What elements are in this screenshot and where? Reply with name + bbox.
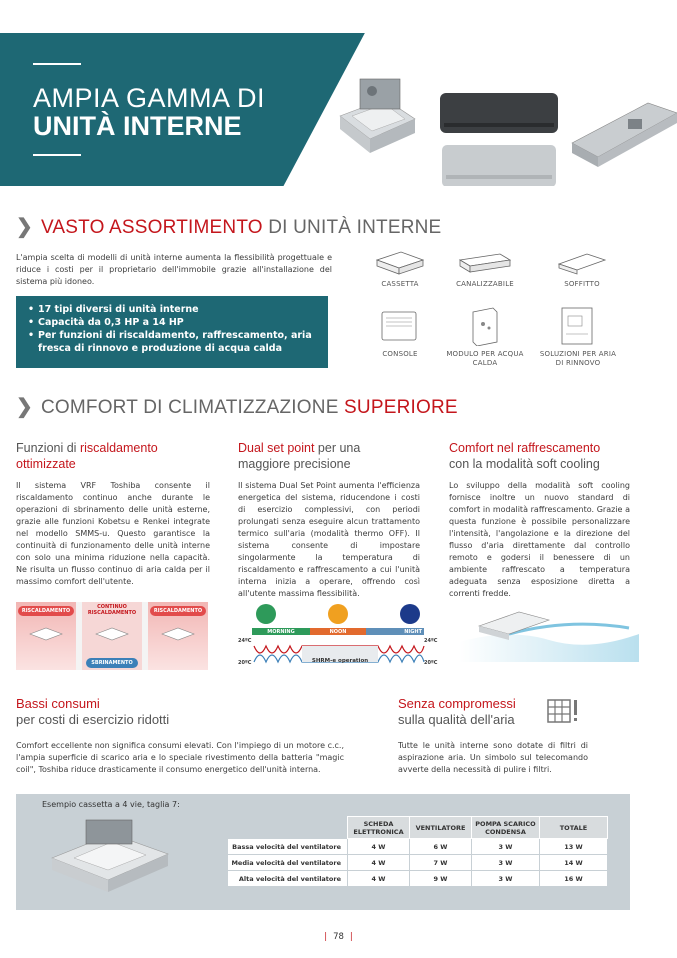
fig-label: SBRINAMENTO bbox=[91, 660, 133, 666]
soft-cooling-figure bbox=[449, 598, 649, 662]
bullet-item: • Per funzioni di riscaldamento, raffrescamento, aria fresca di rinnovo e produzione di acqua calda bbox=[28, 329, 318, 355]
table-cell: 4 W bbox=[348, 855, 410, 871]
table-cell: 16 W bbox=[540, 871, 608, 887]
table-row bbox=[228, 839, 608, 855]
table-header: POMPA SCARICO CONDENSA bbox=[472, 817, 540, 839]
hero-title-line1: AMPIA GAMMA DI bbox=[33, 83, 266, 113]
table-corner bbox=[228, 817, 348, 839]
table-header: TOTALE bbox=[540, 817, 608, 839]
heating-title bbox=[16, 440, 216, 472]
assortment-intro: L'ampia scelta di modelli di unità interne aumenta la flessibilità progettuale e riduce i costi per il proprietario dell'immobile grazie all'installazione del sistema più idoneo. bbox=[16, 253, 332, 286]
title-text: Funzioni di bbox=[16, 441, 80, 455]
table-caption: Esempio cassetta a 4 vie, taglia 7: bbox=[42, 800, 180, 809]
table-cell: 4 W bbox=[348, 871, 410, 887]
chevron-right-icon: ❯ bbox=[16, 396, 33, 418]
hot-water-module-icon bbox=[463, 306, 507, 346]
fig-label: CONTINUO bbox=[97, 604, 127, 610]
bullet-item: • Capacità da 0,3 HP a 14 HP bbox=[28, 316, 318, 329]
title-highlight: riscaldamento bbox=[79, 441, 158, 455]
bullet-item: • 17 tipi diversi di unità interne bbox=[28, 303, 318, 316]
title-highlight: Dual set point bbox=[238, 441, 315, 455]
cassette-unit-icon bbox=[373, 248, 427, 276]
fig-label-center bbox=[82, 604, 142, 616]
title-highlight: Comfort nel raffrescamento bbox=[449, 441, 601, 455]
dual-setpoint-text: Il sistema Dual Set Point aumenta l'efficienza energetica del sistema, riducendone i costi di esercizio complessivi, con periodi prolungati senza eseguire alcun trattamento termico sull'aria (modalità thermo OFF). Il sistema consente di impostare singolarmente la temperatura di riscaldamento e raffrescamento a cui l'unità interna inizia a operare, offrendo così all'utente massima flessibilità. bbox=[238, 481, 420, 598]
heading-highlight: VASTO ASSORTIMENTO bbox=[40, 217, 263, 238]
heading-rest: COMFORT DI CLIMATIZZAZIONE bbox=[40, 397, 345, 418]
table-cell: 9 W bbox=[410, 871, 472, 887]
divider: | bbox=[324, 932, 328, 942]
ducted-unit-icon bbox=[456, 248, 514, 276]
row-label: Media velocità del ventilatore bbox=[228, 855, 348, 871]
unit-label: CANALIZZABILE bbox=[456, 280, 514, 288]
fig-label: NOON bbox=[329, 629, 347, 635]
hero-title-line2: UNITÀ INTERNE bbox=[33, 111, 242, 141]
section-heading-assortment bbox=[16, 214, 441, 239]
dual-setpoint-figure bbox=[238, 602, 438, 672]
table-cell: 3 W bbox=[472, 855, 540, 871]
fig-label: 20ºC bbox=[238, 660, 252, 666]
table-row bbox=[228, 855, 608, 871]
low-consumption-title bbox=[16, 696, 276, 728]
table-header: VENTILATORE bbox=[410, 817, 472, 839]
title-highlight: ottimizzate bbox=[16, 457, 76, 471]
hero-rule-bottom bbox=[33, 154, 81, 156]
fig-label: 24ºC bbox=[424, 638, 438, 644]
title-text: maggiore precisione bbox=[238, 457, 351, 471]
table-cell: 3 W bbox=[472, 871, 540, 887]
console-unit-icon bbox=[378, 306, 422, 346]
consumption-table bbox=[227, 816, 608, 887]
heading-rest: DI UNITÀ INTERNE bbox=[262, 217, 442, 238]
table-header: SCHEDA ELETTRONICA bbox=[348, 817, 410, 839]
soft-cooling-title bbox=[449, 440, 659, 472]
unit-type-console bbox=[360, 306, 440, 359]
feature-bullet-box bbox=[16, 296, 328, 368]
cassette-product-image bbox=[330, 71, 420, 166]
unit-type-cassette bbox=[360, 248, 440, 289]
table-cell: 7 W bbox=[410, 855, 472, 871]
ducted-product-image bbox=[568, 93, 677, 173]
unit-label: CASSETTA bbox=[381, 280, 419, 288]
title-text: per costi di esercizio ridotti bbox=[16, 712, 170, 727]
title-text: con la modalità soft cooling bbox=[449, 457, 600, 471]
chevron-right-icon: ❯ bbox=[16, 216, 33, 238]
divider: | bbox=[349, 932, 353, 942]
unit-type-ducted bbox=[445, 248, 525, 289]
title-highlight: Senza compromessi bbox=[398, 696, 516, 711]
table-cell: 13 W bbox=[540, 839, 608, 855]
unit-label: SOFFITTO bbox=[564, 280, 600, 288]
wall-unit-silver-image bbox=[440, 143, 558, 186]
unit-label: MODULO PER ACQUA CALDA bbox=[446, 350, 524, 367]
soft-cooling-text: Lo sviluppo della modalità soft cooling fornisce inoltre un nuovo standard di comfort in modalità raffrescamento. Grazie a questa funzione è possibile personalizzare l'intensità, l'angolazione e la direzione del flusso d'aria direttamente dal controllo remoto e godersi il benessere di un ambiente raffrescato a temperatura adeguata senza esposizione diretta a correnti fredde. bbox=[449, 481, 630, 598]
page-number bbox=[0, 932, 677, 942]
title-text: sulla qualità dell'aria bbox=[398, 712, 515, 727]
low-consumption-text: Comfort eccellente non significa consumi elevati. Con l'impiego di un motore c.c., l'ampia superficie di scarico aria e lo speciale rivestimento della batteria "magic coil", Toshiba riduce drasticamente il consumo energetico dell'unità interna. bbox=[16, 741, 344, 774]
row-label: Alta velocità del ventilatore bbox=[228, 871, 348, 887]
fig-label: MORNING bbox=[267, 629, 295, 635]
hero-rule-top bbox=[33, 63, 81, 65]
fig-label: RISCALDAMENTO bbox=[87, 610, 137, 616]
title-highlight: Bassi consumi bbox=[16, 696, 100, 711]
dual-setpoint-title bbox=[238, 440, 438, 472]
unit-label: CONSOLE bbox=[382, 350, 418, 358]
section-heading-comfort bbox=[16, 394, 458, 419]
fig-label: RISCALDAMENTO bbox=[21, 608, 71, 614]
air-quality-text: Tutte le unità interne sono dotate di filtri di aspirazione aria. Un simbolo sul telecomando avverte della necessità di pulire i filtri. bbox=[398, 741, 588, 774]
unit-type-fresh-air bbox=[538, 306, 618, 368]
continuous-heating-figure bbox=[16, 602, 208, 670]
unit-label: SOLUZIONI PER ARIA DI RINNOVO bbox=[539, 350, 617, 367]
fig-label: 20ºC bbox=[424, 660, 438, 666]
filter-warning-icon bbox=[546, 698, 582, 724]
unit-type-ceiling bbox=[542, 248, 622, 289]
fresh-air-unit-icon bbox=[556, 306, 600, 346]
table-row bbox=[228, 871, 608, 887]
unit-type-hot-water bbox=[445, 306, 525, 368]
title-text: per una bbox=[314, 441, 361, 455]
fig-label: RISCALDAMENTO bbox=[153, 608, 203, 614]
heading-highlight: SUPERIORE bbox=[344, 397, 458, 418]
air-quality-title bbox=[398, 696, 558, 728]
hero-banner bbox=[0, 33, 677, 186]
fig-label: 24ºC bbox=[238, 638, 252, 644]
heating-text: Il sistema VRF Toshiba consente il riscaldamento continuo anche durante le operazioni di sbrinamento delle unità esterne, grazie alle funzioni Kobetsu e Renkei integrate nel modello SMMS-u. Questo garantisce la continuità di funzionamento delle unità interne con solo una minima riduzione nella capacità. Ne risulta un flusso continuo di aria calda per il massimo comfort dell'utente. bbox=[16, 481, 210, 586]
fig-label: SHRM-e operation bbox=[311, 658, 369, 664]
fig-label: NIGHT bbox=[404, 629, 422, 635]
table-cell: 4 W bbox=[348, 839, 410, 855]
cassette-example-image bbox=[46, 818, 174, 898]
ceiling-unit-icon bbox=[555, 248, 609, 276]
table-cell: 6 W bbox=[410, 839, 472, 855]
wall-unit-dark-image bbox=[438, 89, 560, 137]
table-cell: 3 W bbox=[472, 839, 540, 855]
row-label: Bassa velocità del ventilatore bbox=[228, 839, 348, 855]
page-number-value: 78 bbox=[333, 932, 344, 942]
table-cell: 14 W bbox=[540, 855, 608, 871]
